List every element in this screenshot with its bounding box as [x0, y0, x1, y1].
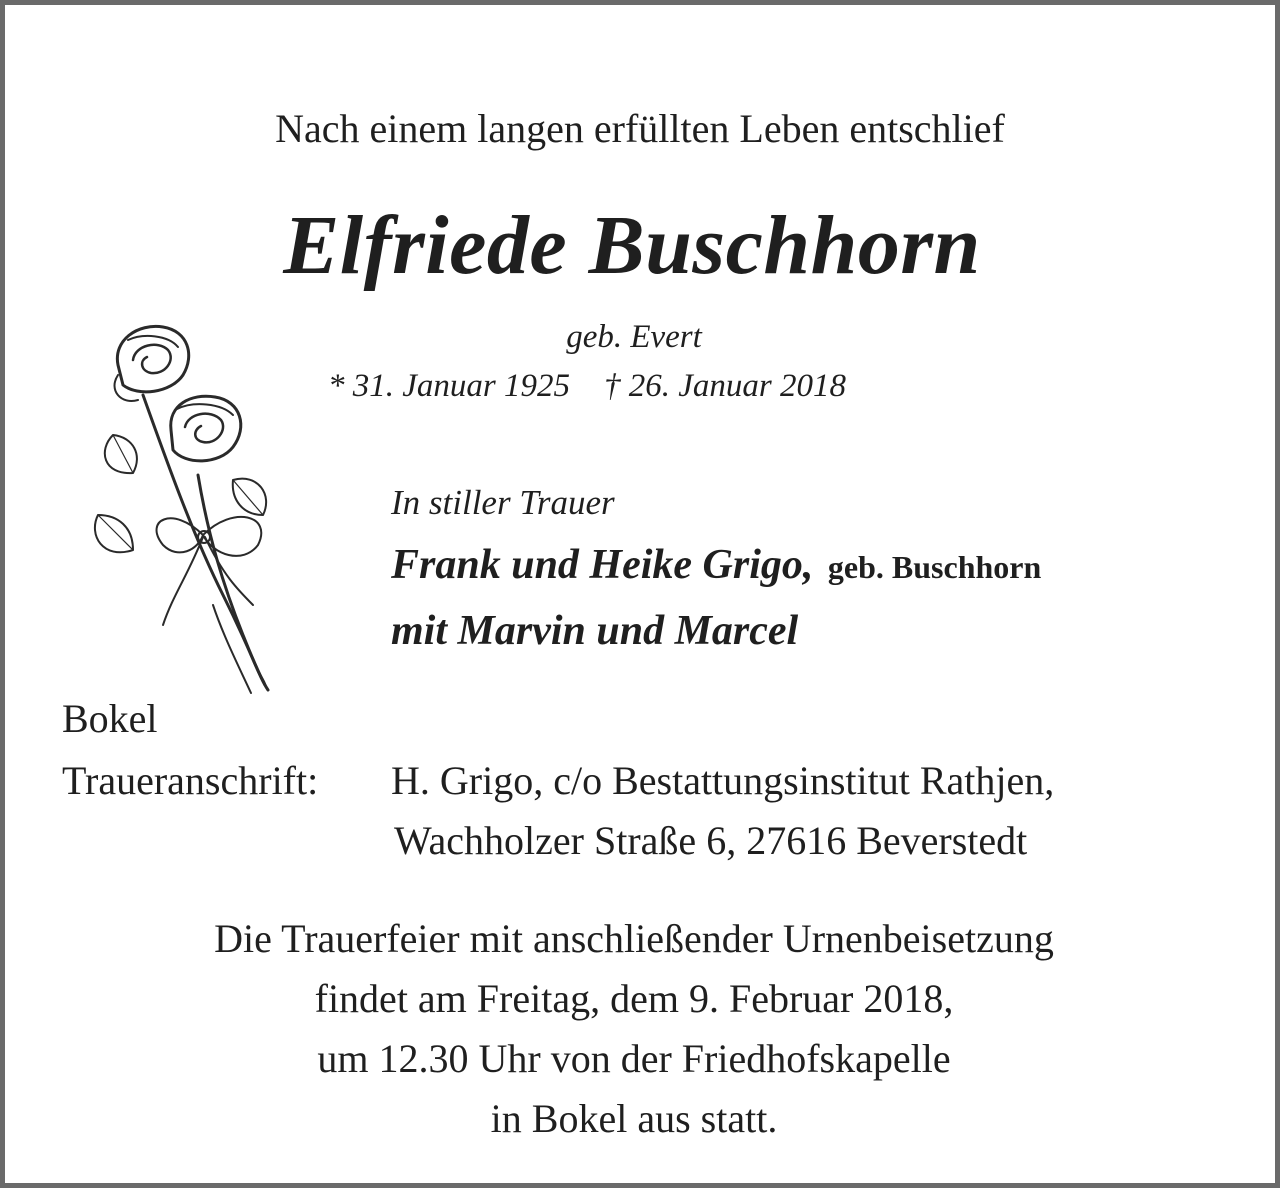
intro-text: Nach einem langen erfüllten Leben entschlief [275, 106, 1005, 151]
place-name: Bokel [62, 696, 158, 741]
address-line-2: Wachholzer Straße 6, 27616 Beverstedt [394, 818, 1028, 863]
service-line: in Bokel aus statt. [490, 1096, 778, 1141]
family-line-1 [391, 541, 1041, 589]
service-line: Die Trauerfeier mit anschließender Urnenbeisetzung [214, 916, 1054, 961]
service-line: findet am Freitag, dem 9. Februar 2018, [314, 976, 954, 1021]
family-names: Frank und Heike Grigo, [391, 542, 814, 588]
address-line-1: H. Grigo, c/o Bestattungsinstitut Rathjen, [391, 758, 1055, 803]
roses-illustration [73, 305, 293, 705]
service-info [5, 909, 1263, 1149]
birth-name: geb. Evert [566, 319, 702, 355]
family-birth-note: geb. Buschhorn [827, 549, 1042, 585]
death-date: † 26. Januar 2018 [604, 368, 846, 404]
life-dates [328, 368, 846, 405]
deceased-name: Elfriede Buschhorn [283, 199, 981, 292]
service-line: um 12.30 Uhr von der Friedhofskapelle [317, 1036, 951, 1081]
family-line-2: mit Marvin und Marcel [391, 608, 799, 654]
birth-date: * 31. Januar 1925 [328, 368, 570, 404]
mourning-phrase: In stiller Trauer [391, 483, 615, 522]
address-label: Traueranschrift: [62, 758, 319, 803]
